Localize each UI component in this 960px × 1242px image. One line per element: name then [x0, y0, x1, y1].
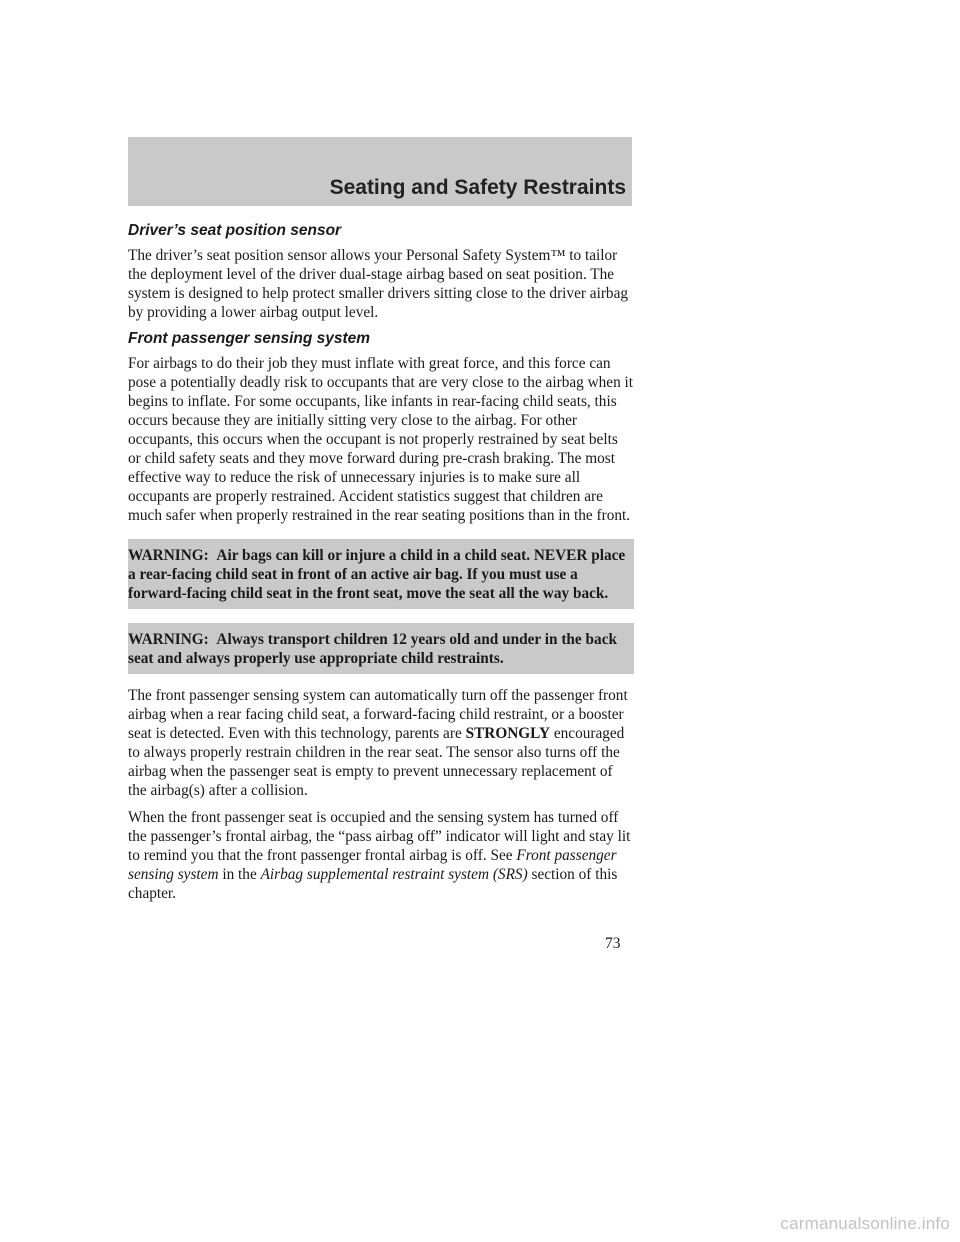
chapter-title: Seating and Safety Restraints	[329, 176, 626, 199]
warning-text: Air bags can kill or injure a child in a child seat. NEVER place a rear-facing child seat in front of an active air bag. If you must use a forward-facing child seat in the front seat, move the seat all the way back.	[128, 547, 626, 602]
page-content	[128, 216, 634, 911]
chapter-header-band	[128, 137, 632, 206]
cross-reference-1: Front passenger sensing system	[128, 847, 617, 883]
text-run: When the front passenger seat is occupied and the sensing system has turned off the passenger’s frontal airbag, the “pass airbag off” indicator will light and stay lit to remind you that the front passenger frontal airbag is off. See	[128, 809, 631, 864]
section-heading-passenger-sensing: Front passenger sensing system	[128, 330, 371, 347]
cross-reference-2: Airbag supplemental restraint system (SRS)	[260, 866, 528, 883]
text-run: encouraged to always properly restrain children in the rear seat. The sensor also turns off the airbag when the passenger seat is empty to prevent unnecessary replacement of the airbag(s) after a collision.	[128, 725, 625, 799]
paragraph-indicator	[128, 808, 634, 903]
warning-label: WARNING:	[128, 631, 209, 648]
paragraph-passenger-sensing: For airbags to do their job they must inflate with great force, and this force can pose a potentially deadly risk to occupants that are very close to the airbag when it begins to inflate. For some occupants, like infants in rear-facing child seats, this occurs because they are initially sitting very close to the airbag. For other occupants, this occurs when the occupant is not properly restrained by seat belts or child safety seats and they move forward during pre-crash braking. The most effective way to reduce the risk of unnecessary injuries is to make sure all occupants are properly restrained. Accident statistics suggest that children are much safer when properly restrained in the rear seating positions than in the front.	[128, 355, 634, 524]
paragraph-auto-turn-off	[128, 686, 634, 800]
page-number: 73	[605, 935, 621, 952]
section-heading-driver-sensor: Driver’s seat position sensor	[128, 222, 342, 239]
warning-box-child-seat	[128, 539, 634, 609]
text-run: The front passenger sensing system can automatically turn off the passenger front airbag when a rear facing child seat, a forward-facing child restraint, or a booster seat is detected. Even with this technology, parents are	[128, 687, 628, 742]
paragraph-driver-sensor: The driver’s seat position sensor allows your Personal Safety System™ to tailor the deployment level of the driver dual-stage airbag based on seat position. The system is designed to help protect smaller drivers sitting close to the driver airbag by providing a lower airbag output level.	[128, 247, 629, 321]
warning-text: Always transport children 12 years old and under in the back seat and always properly use appropriate child restraints.	[128, 631, 617, 667]
text-run: section of this chapter.	[128, 866, 618, 902]
warning-box-back-seat	[128, 623, 634, 674]
watermark: carmanualsonline.info	[780, 1214, 950, 1233]
text-run: in the	[218, 866, 261, 883]
emphasis-strongly: STRONGLY	[465, 725, 551, 742]
warning-label: WARNING:	[128, 547, 209, 564]
